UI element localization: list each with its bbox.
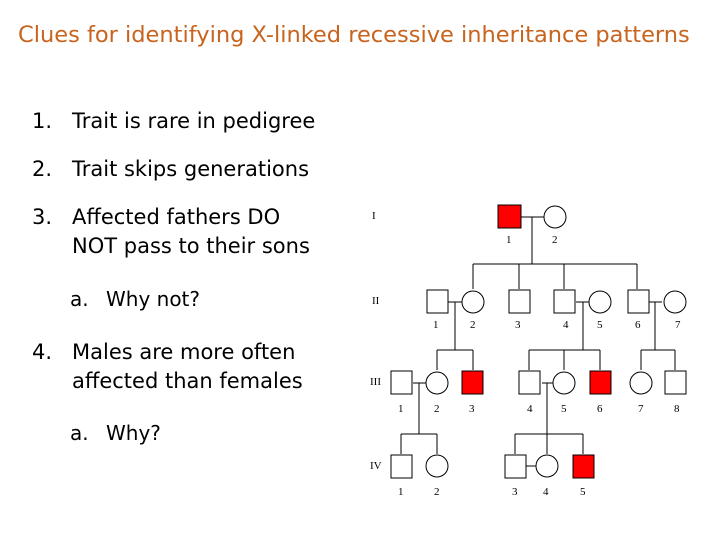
individual-number: 5: [580, 486, 586, 498]
individual-number: 5: [561, 403, 567, 415]
individual-number: 3: [512, 486, 518, 498]
generation-label: IV: [370, 460, 382, 472]
individual-number: 8: [674, 403, 680, 415]
female-IV-2: [426, 455, 448, 477]
female-III-7: [630, 372, 652, 394]
individual-number: 1: [398, 403, 404, 415]
male-III-1: [391, 371, 412, 394]
sub-letter: a.: [70, 287, 89, 311]
female-I-2: [544, 206, 566, 228]
male-II-3: [509, 290, 530, 313]
male-II-6: [628, 290, 649, 313]
individual-number: 4: [543, 486, 549, 498]
clue-number: 4.: [32, 340, 53, 364]
sub-text: Why?: [106, 421, 161, 445]
individual-number: 1: [506, 234, 512, 246]
female-IV-4: [536, 455, 558, 477]
individual-number: 2: [434, 486, 440, 498]
male-IV-3: [505, 455, 526, 478]
individual-number: 1: [398, 486, 404, 498]
generation-label: II: [372, 295, 380, 307]
clue-text-line-1: Affected fathers DO: [72, 205, 281, 229]
male-II-4: [554, 290, 575, 313]
male-III-8: [665, 371, 686, 394]
clue-text-line-2: affected than females: [72, 369, 303, 393]
affected-male-I-1: [498, 205, 521, 228]
female-III-5: [553, 372, 575, 394]
individual-number: 2: [470, 319, 476, 331]
affected-male-III-6: [590, 371, 611, 394]
clue-text-line-1: Males are more often: [72, 340, 296, 364]
slide-title: Clues for identifying X-linked recessive inheritance patterns: [18, 22, 690, 48]
individual-number: 2: [434, 403, 440, 415]
individual-number: 6: [597, 403, 603, 415]
male-III-4: [519, 371, 540, 394]
clue-number: 3.: [32, 205, 53, 229]
individual-number: 5: [597, 319, 603, 331]
individual-number: 4: [563, 319, 569, 331]
female-II-2: [462, 291, 484, 313]
male-II-1: [427, 290, 448, 313]
individual-number: 2: [552, 234, 558, 246]
female-III-2: [426, 372, 448, 394]
affected-male-III-3: [462, 371, 483, 394]
sub-text: Why not?: [106, 287, 201, 311]
male-IV-1: [391, 455, 412, 478]
generation-label: III: [370, 376, 381, 388]
individual-number: 3: [469, 403, 475, 415]
female-II-5: [589, 291, 611, 313]
sub-letter: a.: [70, 421, 89, 445]
individual-number: 3: [515, 319, 521, 331]
female-II-7: [664, 291, 686, 313]
clue-text: Trait skips generations: [72, 157, 310, 181]
individual-number: 4: [527, 403, 533, 415]
clue-text: Trait is rare in pedigree: [72, 109, 316, 133]
individual-number: 1: [433, 319, 439, 331]
clue-number: 1.: [32, 109, 53, 133]
generation-label: I: [372, 210, 376, 222]
clue-number: 2.: [32, 157, 53, 181]
affected-male-IV-5: [573, 455, 594, 478]
individual-number: 7: [638, 403, 644, 415]
clue-text-line-2: NOT pass to their sons: [72, 234, 310, 258]
individual-number: 7: [675, 319, 681, 331]
pedigree-chart: [355, 195, 705, 510]
individual-number: 6: [635, 319, 641, 331]
